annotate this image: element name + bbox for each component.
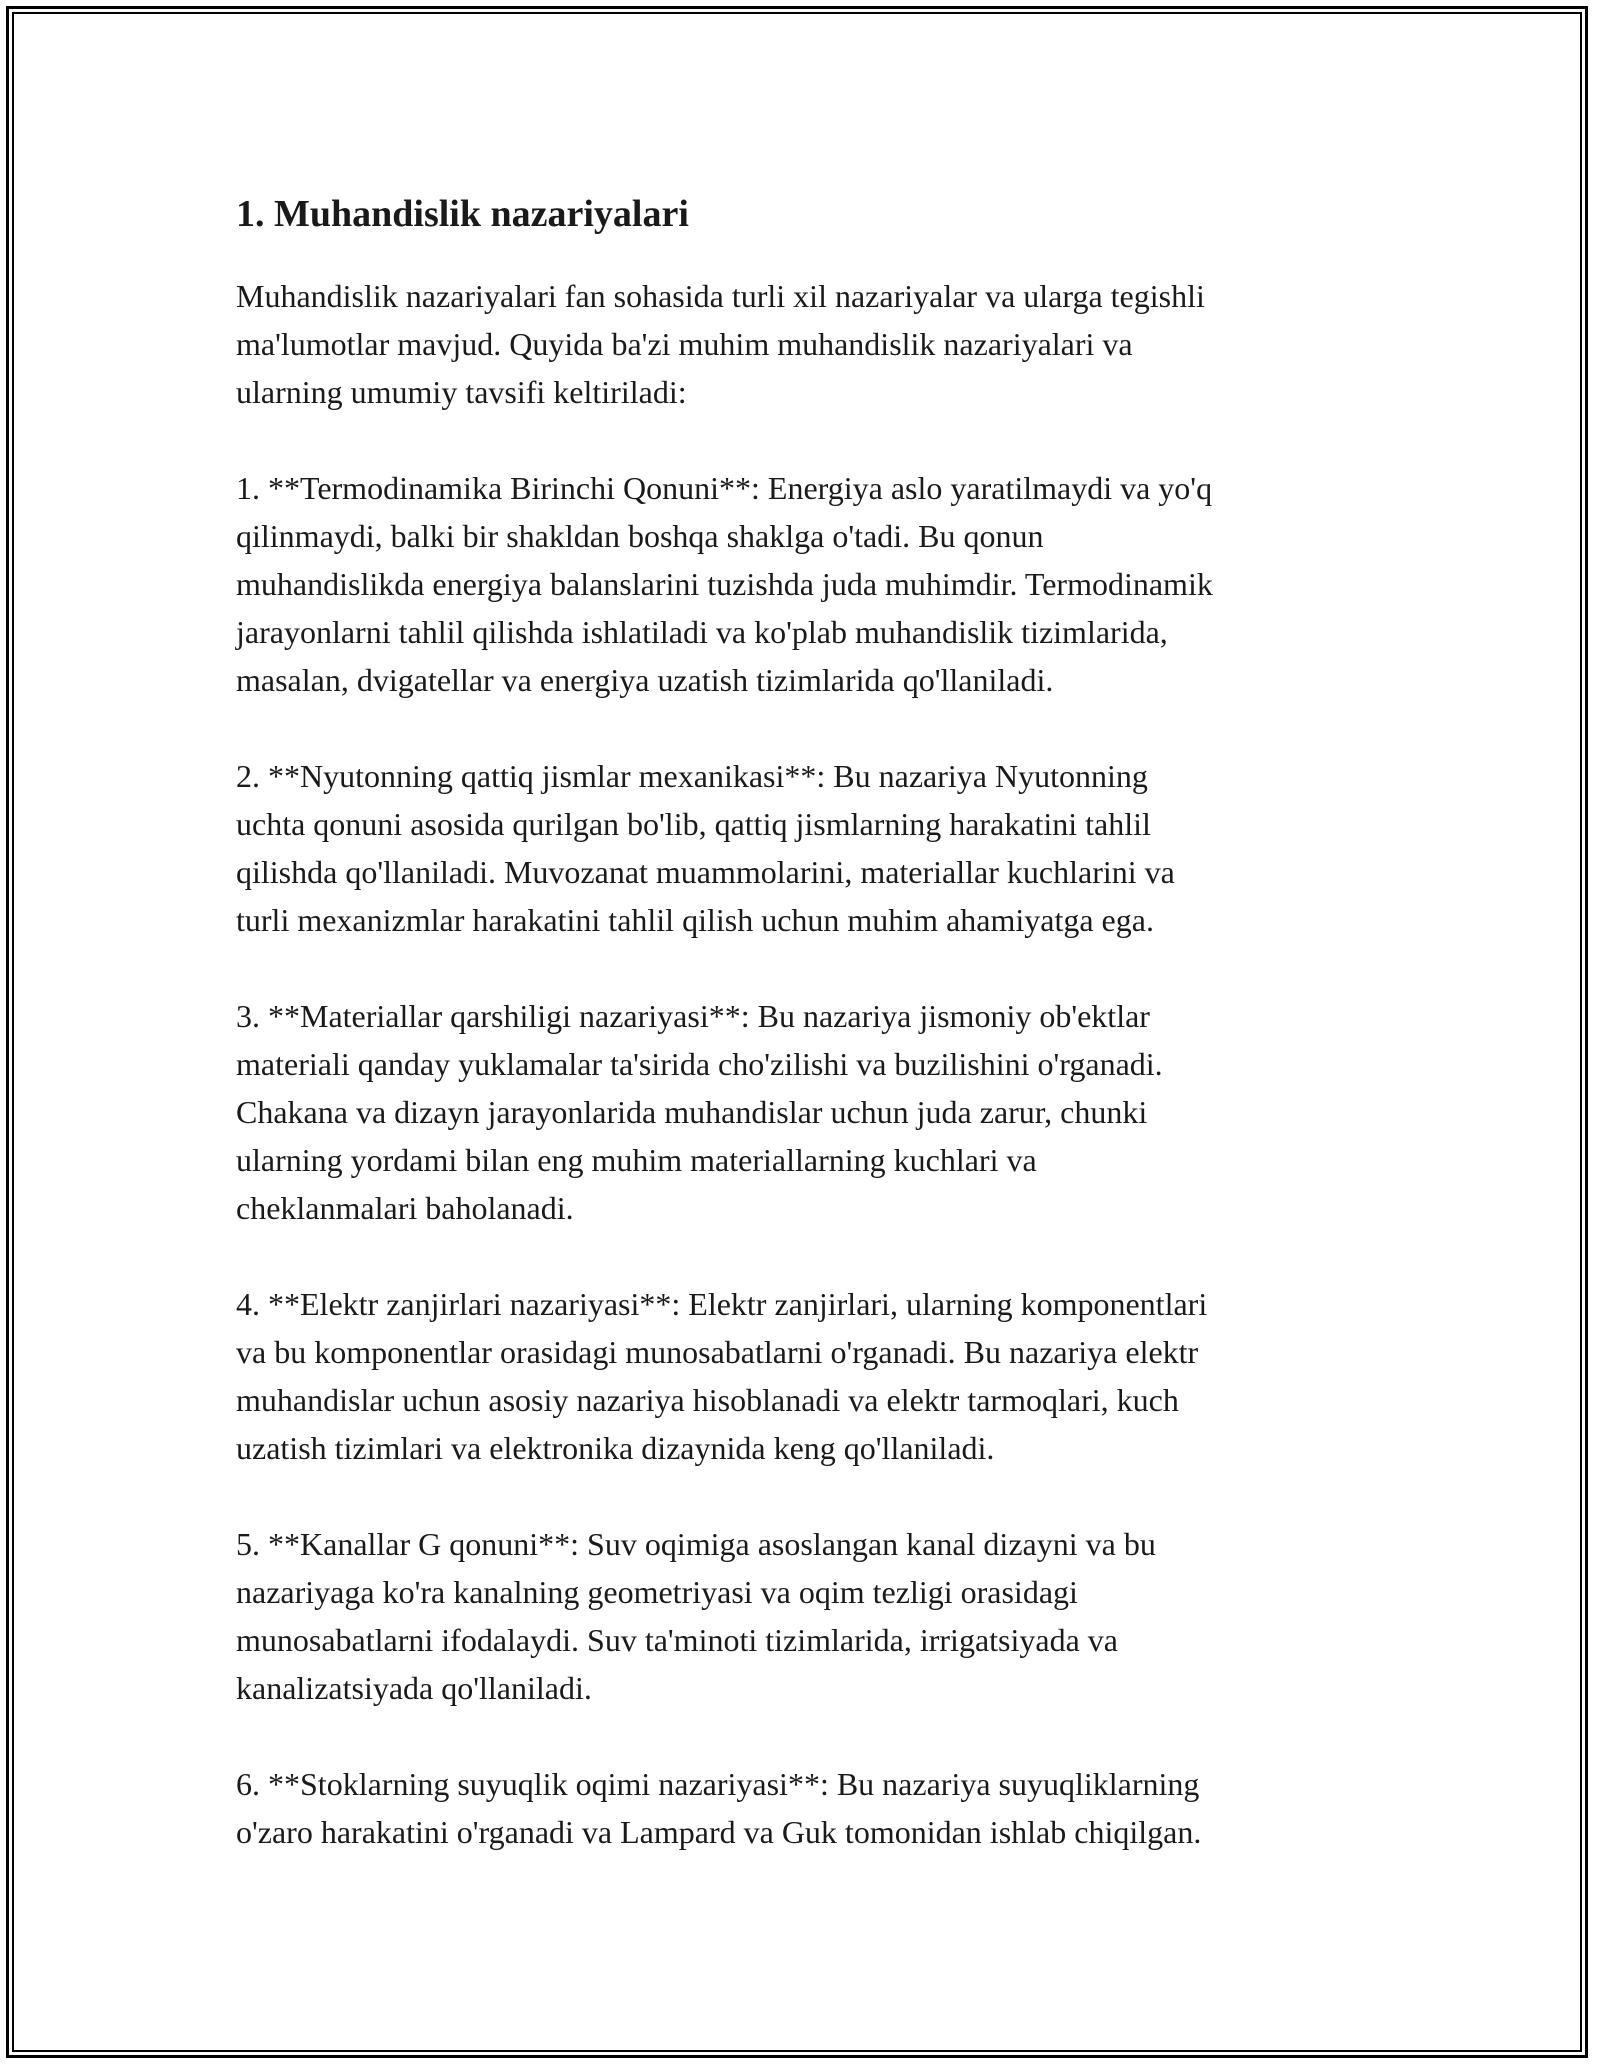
list-item-newton-mechanics: 2. **Nyutonning qattiq jismlar mexanikasi**: Bu nazariya Nyutonning uchta qonuni asosida qurilgan bo'lib, qattiq jismlarning harakatini tahlil qilishda qo'llaniladi. Muvozanat muammolarini, materiallar kuchlarini va turli mexanizmlar harakatini tahlil qilish uchun muhim ahamiyatga ega. bbox=[236, 758, 1175, 938]
list-item-thermodynamics: 1. **Termodinamika Birinchi Qonuni**: Energiya aslo yaratilmaydi va yo'q qilinmaydi, balki bir shakldan boshqa shaklga o'tadi. Bu qonun muhandislikda energiya balanslarini tuzishda juda muhimdir. Termodinamik jarayonlarni tahlil qilishda ishlatiladi va ko'plab muhandislik tizimlarida, masalan, dvigatellar va energiya uzatish tizimlarida qo'llaniladi. bbox=[236, 470, 1213, 698]
list-item-stokes-fluid-flow: 6. **Stoklarning suyuqlik oqimi nazariyasi**: Bu nazariya suyuqliklarning o'zaro harakatini o'rganadi va Lampard va Guk tomonidan ishlab chiqilgan. bbox=[236, 1766, 1202, 1850]
list-item-materials-resistance: 3. **Materiallar qarshiligi nazariyasi**: Bu nazariya jismoniy ob'ektlar materiali qanday yuklamalar ta'sirida cho'zilishi va buzilishini o'rganadi. Chakana va dizayn jarayonlarida muhandislar uchun juda zarur, chunki ularning yordami bilan eng muhim materiallarning kuchlari va cheklanmalari baholanadi. bbox=[236, 998, 1163, 1226]
list-item-electric-circuits: 4. **Elektr zanjirlari nazariyasi**: Elektr zanjirlari, ularning komponentlari va bu komponentlar orasidagi munosabatlarni o'rganadi. Bu nazariya elektr muhandislar uchun asosiy nazariya hisoblanadi va elektr tarmoqlari, kuch uzatish tizimlari va elektronika dizaynida keng qo'llaniladi. bbox=[236, 1286, 1208, 1466]
list-item-channels-law: 5. **Kanallar G qonuni**: Suv oqimiga asoslangan kanal dizayni va bu nazariyaga ko'ra kanalning geometriyasi va oqim tezligi orasidagi munosabatlarni ifodalaydi. Suv ta'minoti tizimlarida, irrigatsiyada va kanalizatsiyada qo'llaniladi. bbox=[236, 1526, 1156, 1706]
document-title: 1. Muhandislik nazariyalari bbox=[236, 193, 689, 235]
intro-paragraph: Muhandislik nazariyalari fan sohasida turli xil nazariyalar va ularga tegishli ma'lumotlar mavjud. Quyida ba'zi muhim muhandislik nazariyalari va ularning umumiy tavsifi keltiriladi: bbox=[236, 278, 1205, 410]
document-body bbox=[236, 186, 1376, 1904]
